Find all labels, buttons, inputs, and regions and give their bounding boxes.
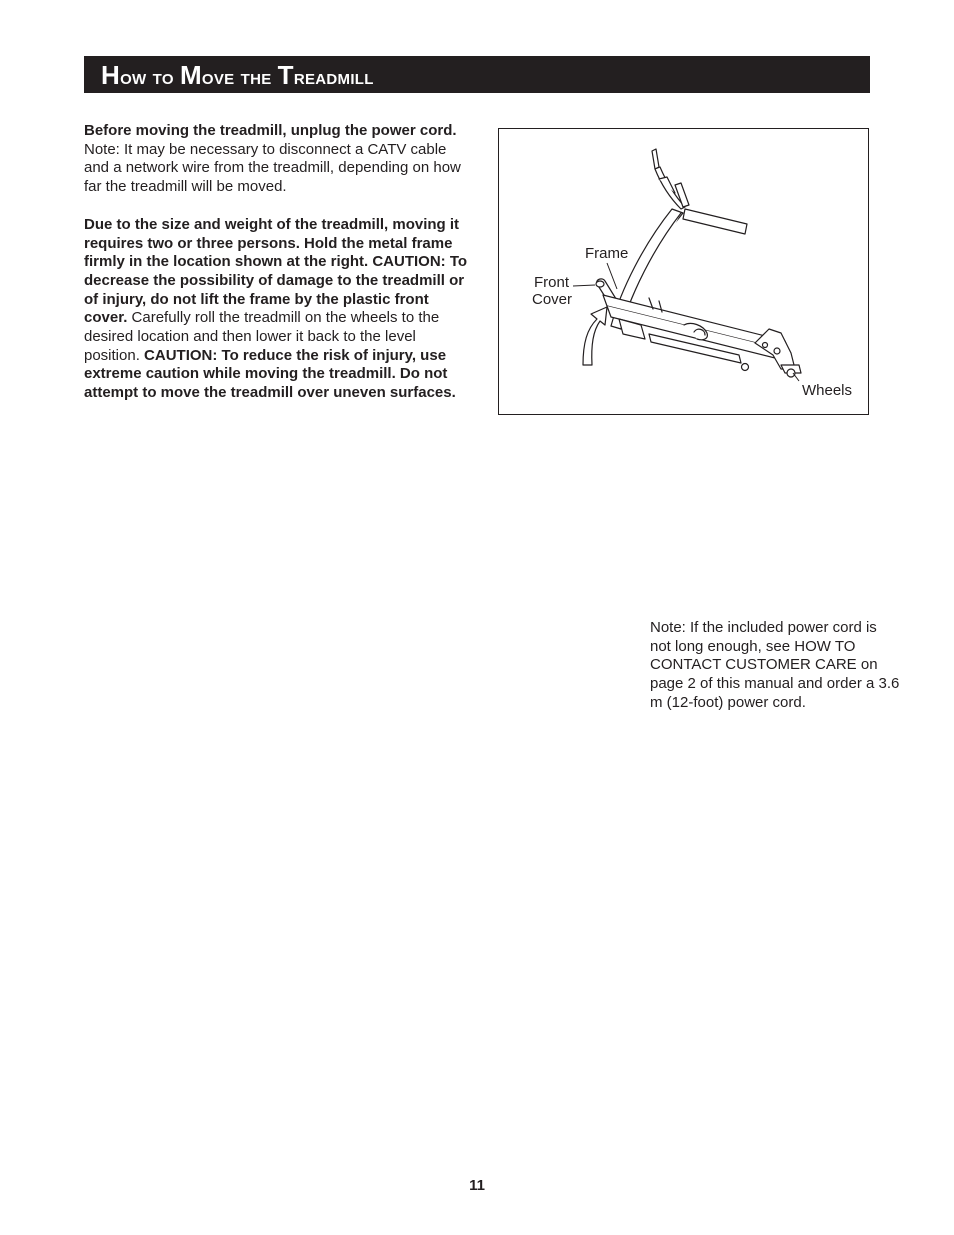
lifting-caution: Due to the size and weight of the treadmill, moving it requires two or three persons. Hold the metal frame firmly in the location shown at the right. CAUTION: To decrease the possibility of damage to the treadmill or of injury, do not lift the frame by the plastic front cover. — [84, 215, 468, 327]
treadmill-moving-figure — [498, 128, 869, 415]
injury-caution: CAUTION: To reduce the risk of injury, use extreme caution while moving the treadmill. Do not attempt to move the treadmill over uneven surfaces. — [84, 346, 456, 402]
unplug-warning: Before moving the treadmill, unplug the power cord. — [84, 122, 457, 139]
catv-note: Note: It may be necessary to disconnect a CATV cable and a network wire from the treadmill, depending on how far the treadmill will be moved. — [84, 140, 461, 196]
power-cord-note-text: Note: If the included power cord is not long enough, see HOW TO CONTACT CUSTOMER CARE on page 2 of this manual and order a 3.6 m (12-foot) power cord. — [650, 619, 900, 711]
rolling-instruction: Carefully roll the treadmill on the wheels to the desired location and then lower it back to the level position. — [84, 309, 440, 364]
section-title: How to Move the Treadmill — [101, 60, 374, 90]
instructions-text — [84, 122, 474, 403]
section-title-bar — [84, 56, 870, 93]
front-cover-label-line2: Cover — [532, 291, 573, 308]
frame-label: Frame — [585, 245, 629, 262]
treadmill-illustration — [499, 129, 868, 414]
paragraph-unplug — [84, 122, 474, 197]
wheels-label: Wheels — [802, 382, 853, 399]
paragraph-moving — [84, 216, 474, 403]
front-cover-label-line1: Front — [534, 274, 570, 291]
page-number: 11 — [469, 1177, 485, 1194]
power-cord-note — [650, 619, 900, 713]
